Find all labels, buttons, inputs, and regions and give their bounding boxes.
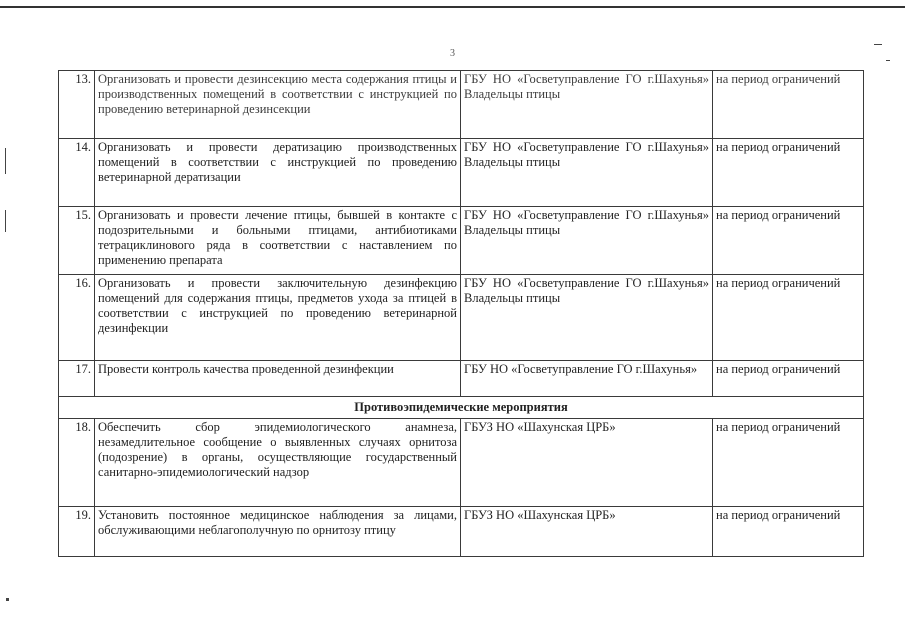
period-text: на период ограничений	[713, 207, 864, 275]
scan-mark-left-2	[5, 210, 6, 232]
executor-text: ГБУ НО «Госветуправление ГО г.Шахунья» Владельцы птицы	[461, 139, 713, 207]
task-text: Организовать и провести дератизацию производственных помещений в соответствии с инструкцией по проведению ветеринарной дератизации	[95, 139, 461, 207]
row-number: 14.	[59, 139, 95, 207]
executor-text: ГБУ НО «Госветуправление ГО г.Шахунья» Владельцы птицы	[461, 207, 713, 275]
task-text: Обеспечить сбор эпидемиологического анамнеза, незамедлительное сообщение о выявленных случаях орнитоза (подозрение) в органы, осуществляющие государственный санитарно-эпидемиологический надзор	[95, 419, 461, 507]
executor-text: ГБУЗ НО «Шахунская ЦРБ»	[461, 507, 713, 557]
scan-mark-right-1	[874, 44, 882, 45]
top-scan-rule	[0, 6, 905, 8]
period-text: на период ограничений	[713, 139, 864, 207]
scan-mark-right-2	[886, 60, 890, 61]
section-header-row	[59, 397, 864, 419]
table-row	[59, 507, 864, 557]
row-number: 19.	[59, 507, 95, 557]
page-number: 3	[450, 48, 455, 59]
period-text: на период ограничений	[713, 419, 864, 507]
table-row	[59, 71, 864, 139]
executor-text: ГБУ НО «Госветуправление ГО г.Шахунья» Владельцы птицы	[461, 71, 713, 139]
scan-mark-left-1	[5, 148, 6, 174]
scan-mark-left-3	[6, 598, 9, 601]
row-number: 18.	[59, 419, 95, 507]
task-text: Организовать и провести дезинсекцию места содержания птицы и производственных помещений в соответствии с инструкцией по проведению ветеринарной дезинсекции	[95, 71, 461, 139]
task-text: Провести контроль качества проведенной дезинфекции	[95, 361, 461, 397]
period-text: на период ограничений	[713, 71, 864, 139]
task-text: Установить постоянное медицинское наблюдения за лицами, обслуживающими неблагополучную по орнитозу птицу	[95, 507, 461, 557]
period-text: на период ограничений	[713, 361, 864, 397]
table-row	[59, 139, 864, 207]
period-text: на период ограничений	[713, 507, 864, 557]
measures-table	[58, 70, 864, 557]
row-number: 15.	[59, 207, 95, 275]
row-number: 13.	[59, 71, 95, 139]
executor-text: ГБУ НО «Госветуправление ГО г.Шахунья» Владельцы птицы	[461, 275, 713, 361]
table-row	[59, 275, 864, 361]
section-title: Противоэпидемические мероприятия	[59, 397, 864, 419]
executor-text: ГБУЗ НО «Шахунская ЦРБ»	[461, 419, 713, 507]
table-row	[59, 419, 864, 507]
task-text: Организовать и провести заключительную дезинфекцию помещений для содержания птицы, предметов ухода за птицей в соответствии с инструкцией по проведению ветеринарной дезинфекции	[95, 275, 461, 361]
table-row	[59, 361, 864, 397]
task-text: Организовать и провести лечение птицы, бывшей в контакте с подозрительными и больными птицами, антибиотиками тетрациклинового ряда в соответствии с наставлением по применению препарата	[95, 207, 461, 275]
row-number: 17.	[59, 361, 95, 397]
row-number: 16.	[59, 275, 95, 361]
period-text: на период ограничений	[713, 275, 864, 361]
table-row	[59, 207, 864, 275]
executor-text: ГБУ НО «Госветуправление ГО г.Шахунья»	[461, 361, 713, 397]
